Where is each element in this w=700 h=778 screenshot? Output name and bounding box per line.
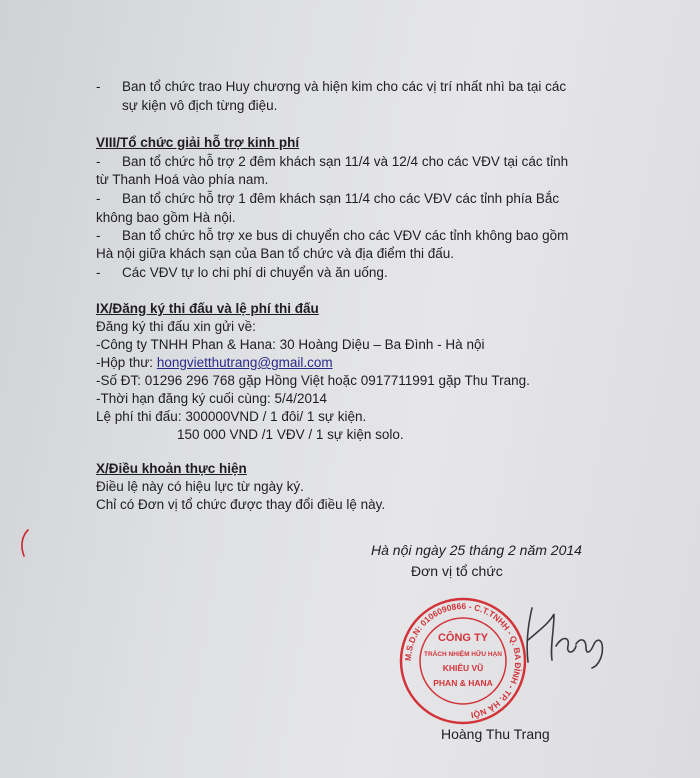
date-line: Hà nội ngày 25 tháng 2 năm 2014 — [371, 542, 582, 558]
company-stamp — [398, 596, 528, 726]
mailbox-label: -Hộp thư: — [96, 355, 157, 370]
list-item-continuation: từ Thanh Hoá vào phía nam. — [96, 172, 269, 187]
list-item — [96, 264, 388, 282]
list-item-continuation: không bao gồm Hà nội. — [96, 210, 236, 225]
stamp-line4: PHAN & HANA — [433, 678, 493, 688]
svg-text:M.S.D.N: 0106090866 - C.T.TNHH — [403, 601, 523, 721]
line-text: Ban tổ chức trao Huy chương và hiện kim cho các vị trí nhất nhì ba tại các — [122, 79, 567, 94]
list-item-continuation: sự kiện vô địch từng điệu. — [122, 98, 278, 113]
text-line: Chỉ có Đơn vị tổ chức được thay đổi điều lệ này. — [96, 497, 386, 512]
list-item-continuation: Hà nội giữa khách sạn của Ban tổ chức và địa điểm thi đấu. — [96, 246, 455, 261]
text-line: -Số ĐT: 01296 296 768 gặp Hồng Việt hoặc 0917711991 gặp Thu Trang. — [96, 373, 530, 388]
section-heading-ix: IX/Đăng ký thi đấu và lệ phí thi đấu — [96, 301, 319, 316]
organizer-title: Đơn vị tổ chức — [411, 563, 503, 579]
text-line — [96, 354, 333, 372]
bullet-dash: - — [96, 228, 101, 243]
email-link[interactable]: hongvietthutrang@gmail.com — [156, 355, 333, 370]
text-line: -Công ty TNHH Phan & Hana: 30 Hoàng Diệu – Ba Đình - Hà nội — [96, 337, 485, 352]
list-item — [96, 190, 559, 208]
bullet-dash: - — [96, 265, 101, 280]
list-item — [96, 153, 568, 171]
bullet-dash: - — [96, 191, 101, 206]
text-line: Đăng ký thi đấu xin gửi về: — [96, 319, 256, 334]
stamp-line3: KHIÊU VŨ — [442, 663, 484, 673]
text-line: Lệ phí thi đấu: 300000VND / 1 đôi/ 1 sự kiện. — [96, 409, 367, 424]
line-text: Ban tổ chức hỗ trợ 1 đêm khách sạn 11/4 cho các VĐV các tỉnh phía Bắc — [122, 191, 560, 206]
list-item — [96, 78, 566, 96]
red-pen-mark — [14, 528, 34, 558]
handwritten-signature — [510, 600, 620, 670]
section-heading-viii: VIII/Tổ chức giải hỗ trợ kinh phí — [96, 135, 300, 150]
stamp-ring-text: M.S.D.N: 0106090866 - C.T.TNHH - Q. BA ĐÌNH - TP. HÀ NỘI — [402, 600, 524, 721]
stamp-line2: TRÁCH NHIỆM HỮU HẠN — [424, 651, 502, 658]
line-text: Ban tổ chức hỗ trợ xe bus di chuyển cho các VĐV các tỉnh không bao gồm — [122, 228, 569, 243]
section-heading-x: X/Điều khoản thực hiện — [96, 461, 247, 476]
text-line: 150 000 VND /1 VĐV / 1 sự kiện solo. — [177, 427, 404, 442]
text-line: Điều lệ này có hiệu lực từ ngày ký. — [96, 479, 304, 494]
list-item — [96, 227, 568, 245]
signer-name: Hoàng Thu Trang — [441, 726, 550, 742]
text-line: -Thời hạn đăng ký cuối cùng: 5/4/2014 — [96, 391, 328, 406]
bullet-dash: - — [96, 154, 101, 169]
stamp-line1: CÔNG TY — [437, 632, 489, 644]
line-text: Các VĐV tự lo chi phí di chuyển và ăn uống. — [122, 265, 388, 280]
line-text: Ban tổ chức hỗ trợ 2 đêm khách sạn 11/4 và 12/4 cho các VĐV tại các tỉnh — [122, 154, 569, 169]
bullet-dash: - — [96, 79, 101, 94]
